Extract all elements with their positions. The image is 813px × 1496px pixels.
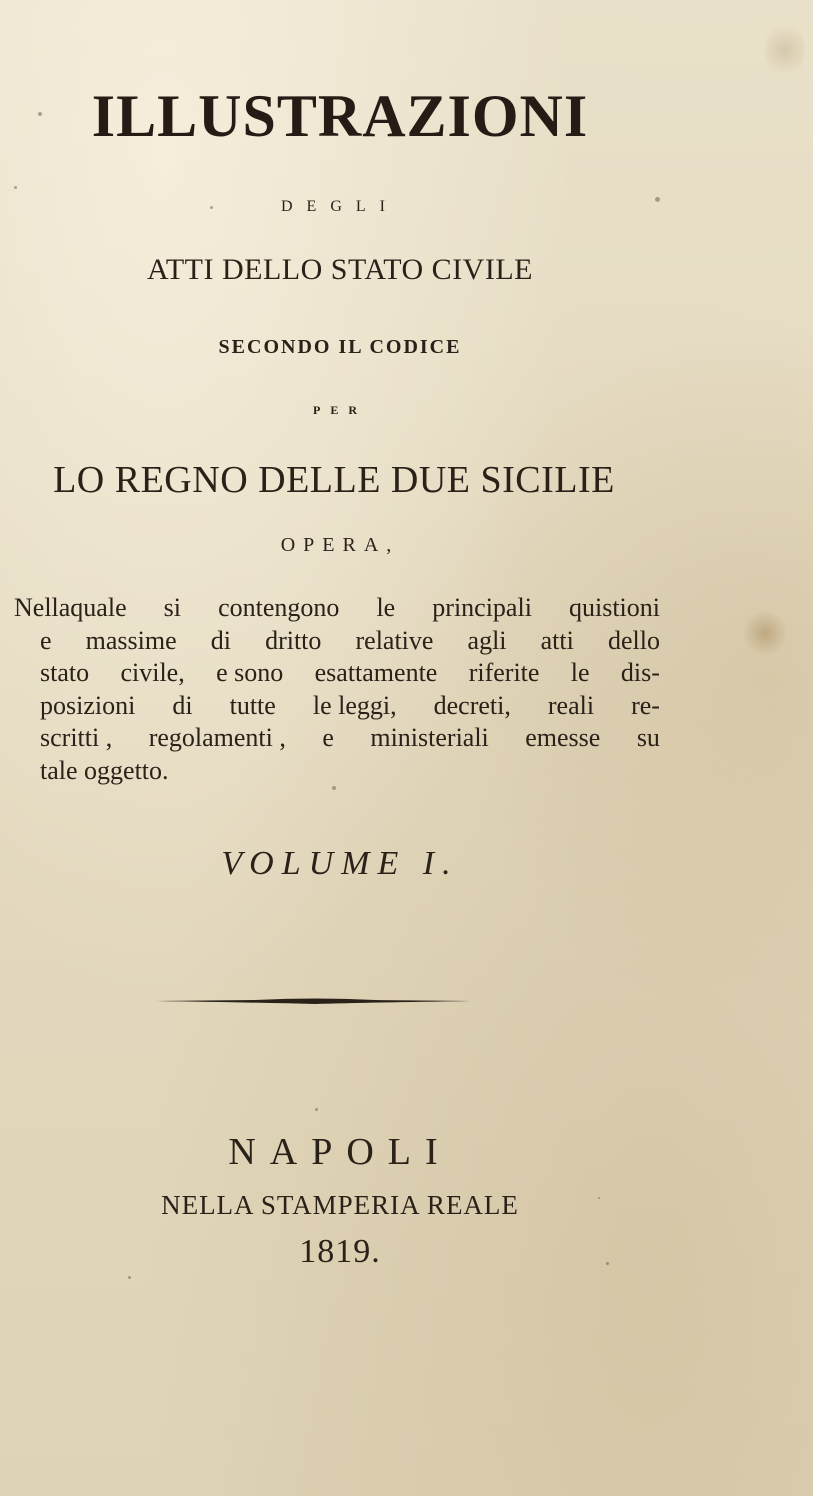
- description-line: [14, 755, 660, 788]
- description-line: [14, 657, 660, 690]
- word: re-: [631, 690, 660, 720]
- word: su: [636, 723, 660, 752]
- preposition-degli: DEGLI: [281, 198, 399, 215]
- paper-stain: [742, 610, 788, 656]
- word: dis-: [620, 658, 660, 687]
- word: emesse: [525, 723, 601, 752]
- word: reali: [547, 690, 595, 720]
- volume-label: VOLUME I.: [221, 845, 459, 882]
- word: e sono: [216, 658, 284, 687]
- word: Nellaquale: [14, 593, 127, 622]
- word: quistioni: [568, 593, 660, 622]
- paper-speck: [14, 186, 17, 189]
- word: decreti,: [433, 690, 511, 720]
- word: contengono: [218, 593, 340, 622]
- word: dritto: [265, 625, 322, 655]
- word: di: [210, 625, 231, 655]
- word: regolamenti ,: [148, 723, 286, 752]
- word: si: [163, 593, 182, 622]
- word: scritti ,: [40, 723, 113, 752]
- ornamental-rule: [155, 996, 471, 1006]
- description-line: [14, 690, 660, 723]
- word: principali: [432, 593, 532, 622]
- printer-line: NELLA STAMPERIA REALE: [161, 1190, 519, 1220]
- word: tutte: [229, 690, 276, 720]
- subject-line: ATTI DELLO STATO CIVILE: [147, 253, 533, 286]
- word: stato: [40, 658, 90, 687]
- paper-stain: [765, 20, 805, 80]
- paper-speck: [315, 1108, 318, 1111]
- paper-speck: [128, 1276, 131, 1279]
- description-line: [14, 625, 660, 658]
- opera-line: OPERA,: [280, 534, 400, 556]
- word: tale oggetto.: [40, 755, 169, 785]
- preposition-per: PER: [313, 403, 367, 417]
- city-name: NAPOLI: [228, 1131, 452, 1173]
- secondo-line: SECONDO IL CODICE: [218, 336, 462, 358]
- description-line: [14, 722, 660, 755]
- word: massime: [85, 625, 177, 655]
- word: posizioni: [40, 690, 136, 720]
- kingdom-line: LO REGNO DELLE DUE SICILIE: [53, 459, 615, 501]
- word: ministeriali: [370, 723, 489, 752]
- paper-speck: [655, 197, 660, 202]
- word: le: [570, 658, 590, 687]
- word: agli: [467, 625, 507, 655]
- word: le leggi,: [312, 690, 397, 720]
- word: relative: [355, 625, 434, 655]
- publication-year: 1819.: [299, 1233, 381, 1270]
- book-title: ILLUSTRAZIONI: [91, 83, 589, 149]
- word: riferite: [468, 658, 540, 687]
- description-paragraph: [14, 592, 660, 787]
- description-line: [14, 592, 660, 625]
- word: e: [322, 723, 334, 752]
- word: esattamente: [314, 658, 438, 687]
- word: e: [40, 625, 52, 655]
- word: atti: [540, 625, 574, 655]
- word: le: [376, 593, 396, 622]
- word: di: [172, 690, 193, 720]
- word: dello: [607, 625, 660, 655]
- word: civile,: [120, 658, 185, 687]
